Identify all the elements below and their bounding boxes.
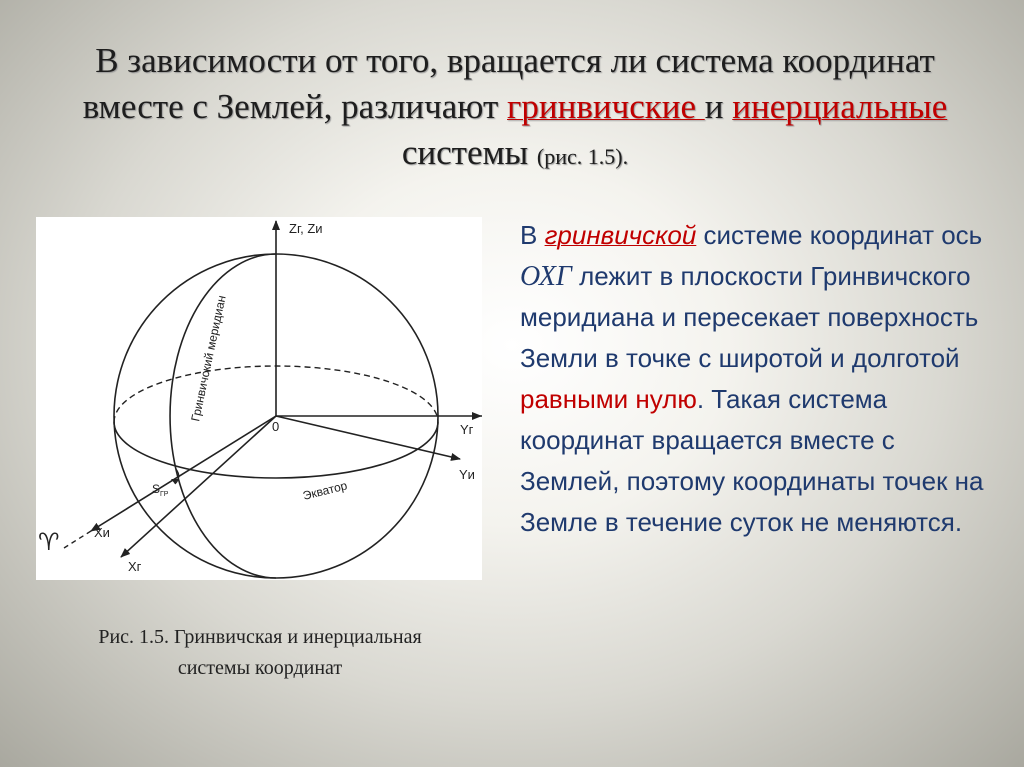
title-line-1: В зависимости от того, вращается ли система координат — [95, 41, 935, 80]
meridian-label: Гринвичский меридиан — [188, 294, 229, 423]
body-text-3: лежит в плоскости Гринвичского меридиана и пересекает поверхность Земли в точке с широтой и долготой — [520, 261, 979, 373]
origin-label: 0 — [272, 419, 280, 434]
x-i-label: Xи — [94, 525, 110, 540]
x-i-axis-extension — [64, 531, 91, 548]
title-text-c: системы — [401, 133, 537, 172]
figure-caption — [30, 622, 490, 684]
aries-icon: ♈ — [38, 529, 60, 556]
body-text-4: . Такая система координат вращается вместе с Землей, поэтому координаты точек на Земле в течение суток не меняются. — [520, 384, 984, 537]
x-g-label: Xг — [128, 559, 142, 574]
title-line-3 — [20, 130, 1010, 180]
term-greenwich: гринвичские — [507, 87, 705, 126]
z-axis-label: Zг, Zи — [289, 221, 323, 236]
s-gr-label: $S_{ГР}$ — [152, 482, 169, 498]
title-text-b: и — [704, 87, 733, 126]
title-line-2 — [20, 84, 1010, 130]
body-text-1: В — [520, 220, 545, 250]
x-g-axis — [121, 416, 276, 557]
figure-svg — [36, 217, 482, 580]
caption-line-1: Рис. 1.5. Гринвичская и инерциальная — [98, 626, 422, 648]
equator-label: Экватор — [301, 478, 349, 503]
x-i-axis — [91, 416, 276, 531]
zero-phrase: равными нулю — [520, 384, 697, 414]
figure-reference: (рис. 1.5). — [536, 144, 629, 169]
slide-title — [20, 38, 1010, 180]
term-greenwich-system: гринвичской — [544, 220, 697, 250]
title-text-a: вместе с Землей, различают — [82, 87, 508, 126]
axis-name: ОХГ — [520, 261, 572, 292]
y-g-label: Yг — [460, 422, 474, 437]
body-text-2: системе координат ось — [696, 220, 983, 250]
coordinate-systems-figure — [36, 217, 482, 580]
y-g-arrowhead — [472, 412, 482, 420]
caption-line-2: системы координат — [177, 657, 343, 679]
body-paragraph — [520, 215, 1000, 543]
y-i-label: Yи — [459, 467, 475, 482]
term-inertial: инерциальные — [732, 87, 948, 126]
